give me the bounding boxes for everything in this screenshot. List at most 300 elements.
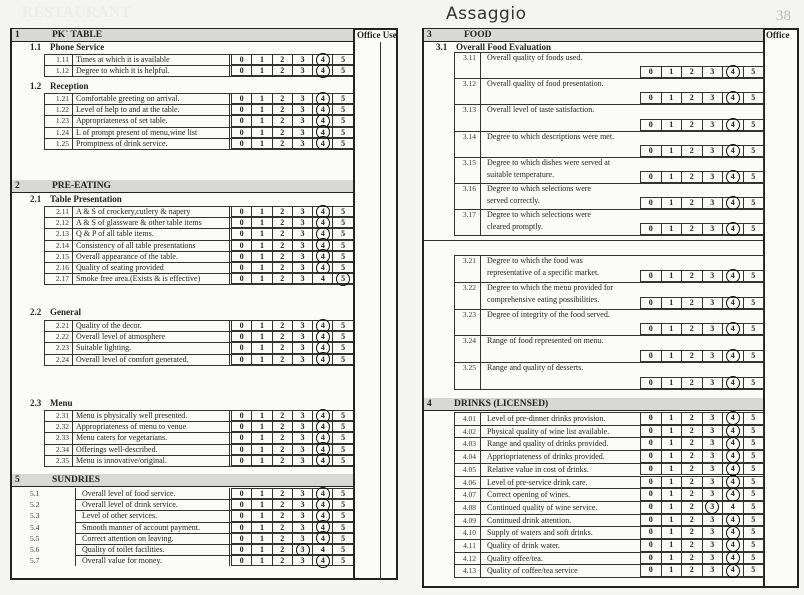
rating-option[interactable]: 5 [332, 138, 352, 149]
rating-option[interactable]: 1 [251, 127, 271, 138]
rating-option[interactable]: 2 [681, 377, 702, 389]
rating-option[interactable]: 0 [231, 138, 251, 149]
rating-option[interactable]: 1 [251, 533, 271, 544]
rating-option[interactable]: 5 [332, 93, 352, 104]
rating-option[interactable]: 0 [231, 127, 251, 138]
rating-option[interactable]: 2 [681, 119, 702, 131]
rating-option[interactable]: 1 [251, 217, 271, 228]
rating-option[interactable]: 0 [231, 262, 251, 273]
rating-option[interactable]: 1 [661, 514, 682, 527]
rating-option[interactable]: 3 [292, 127, 312, 138]
rating-option-selected[interactable]: 4 [312, 206, 332, 217]
rating-option[interactable]: 1 [661, 223, 682, 235]
rating-option[interactable]: 5 [332, 228, 352, 239]
rating-option[interactable]: 2 [681, 488, 702, 501]
rating-option[interactable]: 5 [743, 425, 764, 438]
rating-option[interactable]: 0 [231, 65, 251, 76]
rating-option[interactable]: 2 [272, 331, 292, 342]
rating-option[interactable]: 5 [332, 421, 352, 432]
rating-option[interactable]: 2 [272, 544, 292, 555]
rating-option[interactable]: 0 [231, 510, 251, 521]
rating-option[interactable]: 5 [743, 323, 764, 335]
rating-option[interactable]: 1 [251, 522, 271, 533]
rating-option[interactable]: 0 [640, 350, 661, 362]
rating-option[interactable]: 0 [231, 217, 251, 228]
rating-option-selected[interactable]: 4 [312, 262, 332, 273]
rating-option[interactable]: 3 [292, 533, 312, 544]
rating-option[interactable]: 3 [292, 115, 312, 126]
rating-option[interactable]: 5 [743, 526, 764, 539]
rating-option[interactable]: 3 [292, 262, 312, 273]
rating-option[interactable]: 1 [251, 206, 271, 217]
rating-option[interactable]: 1 [661, 297, 682, 309]
rating-option[interactable]: 0 [640, 425, 661, 438]
rating-option[interactable]: 3 [292, 555, 312, 566]
rating-option[interactable]: 3 [292, 206, 312, 217]
rating-option[interactable]: 5 [332, 320, 352, 331]
rating-option-selected[interactable]: 4 [312, 115, 332, 126]
rating-option[interactable]: 5 [743, 270, 764, 282]
rating-option[interactable]: 1 [661, 270, 682, 282]
rating-option-selected[interactable]: 4 [312, 455, 332, 466]
rating-option[interactable]: 1 [251, 499, 271, 510]
rating-option-selected[interactable]: 4 [312, 228, 332, 239]
rating-option[interactable]: 3 [702, 119, 723, 131]
rating-option[interactable]: 0 [640, 297, 661, 309]
rating-option[interactable]: 3 [702, 297, 723, 309]
rating-option[interactable]: 3 [292, 104, 312, 115]
rating-option[interactable]: 3 [292, 217, 312, 228]
rating-option[interactable]: 5 [743, 412, 764, 425]
rating-option[interactable]: 5 [332, 488, 352, 499]
rating-option-selected[interactable]: 4 [722, 564, 743, 577]
rating-option[interactable]: 1 [661, 171, 682, 183]
rating-option[interactable]: 3 [292, 499, 312, 510]
rating-option[interactable]: 5 [332, 410, 352, 421]
rating-option[interactable]: 5 [332, 206, 352, 217]
rating-option[interactable]: 2 [272, 206, 292, 217]
rating-option[interactable]: 2 [681, 223, 702, 235]
rating-option-selected[interactable]: 4 [722, 450, 743, 463]
rating-option[interactable]: 0 [231, 455, 251, 466]
rating-option[interactable]: 0 [231, 228, 251, 239]
rating-option[interactable]: 0 [231, 444, 251, 455]
rating-option[interactable]: 3 [702, 526, 723, 539]
rating-option[interactable]: 2 [272, 499, 292, 510]
rating-option[interactable]: 2 [272, 138, 292, 149]
rating-option[interactable]: 3 [702, 412, 723, 425]
rating-option[interactable]: 5 [743, 223, 764, 235]
rating-option[interactable]: 3 [292, 54, 312, 65]
rating-option[interactable]: 5 [743, 66, 764, 78]
rating-option[interactable]: 3 [702, 270, 723, 282]
rating-option-selected[interactable]: 4 [312, 127, 332, 138]
rating-option[interactable]: 5 [332, 54, 352, 65]
rating-option[interactable]: 3 [292, 65, 312, 76]
rating-option[interactable]: 5 [743, 564, 764, 577]
rating-option[interactable]: 5 [743, 119, 764, 131]
rating-option[interactable]: 3 [702, 539, 723, 552]
rating-option[interactable]: 5 [332, 104, 352, 115]
rating-option[interactable]: 2 [681, 539, 702, 552]
rating-option[interactable]: 2 [681, 526, 702, 539]
rating-option[interactable]: 3 [292, 488, 312, 499]
rating-option[interactable]: 2 [272, 522, 292, 533]
rating-option[interactable]: 1 [251, 455, 271, 466]
rating-option[interactable]: 2 [272, 533, 292, 544]
rating-option-selected[interactable]: 4 [722, 145, 743, 157]
rating-option[interactable]: 2 [681, 350, 702, 362]
rating-option[interactable]: 0 [640, 197, 661, 209]
rating-option-selected[interactable]: 4 [722, 223, 743, 235]
rating-option-selected[interactable]: 4 [722, 197, 743, 209]
rating-option[interactable]: 0 [231, 93, 251, 104]
rating-option[interactable]: 5 [332, 432, 352, 443]
rating-option[interactable]: 0 [640, 463, 661, 476]
rating-option[interactable]: 5 [332, 533, 352, 544]
rating-option[interactable]: 1 [661, 425, 682, 438]
rating-option[interactable]: 2 [681, 197, 702, 209]
rating-option[interactable]: 5 [332, 217, 352, 228]
rating-option[interactable]: 5 [743, 450, 764, 463]
rating-option[interactable]: 5 [743, 463, 764, 476]
rating-option[interactable]: 3 [292, 354, 312, 365]
rating-option-selected[interactable]: 4 [722, 66, 743, 78]
rating-option[interactable]: 5 [332, 499, 352, 510]
rating-option[interactable]: 2 [272, 410, 292, 421]
rating-option[interactable]: 5 [332, 522, 352, 533]
rating-option[interactable]: 0 [231, 331, 251, 342]
rating-option-selected[interactable]: 4 [312, 65, 332, 76]
rating-option[interactable]: 2 [272, 240, 292, 251]
rating-option[interactable]: 0 [640, 552, 661, 565]
rating-option-selected[interactable]: 4 [312, 342, 332, 353]
rating-option[interactable]: 0 [231, 240, 251, 251]
rating-option[interactable]: 1 [251, 555, 271, 566]
rating-option[interactable]: 1 [251, 273, 271, 284]
rating-option[interactable]: 2 [681, 270, 702, 282]
rating-option[interactable]: 1 [251, 251, 271, 262]
rating-option[interactable]: 1 [661, 476, 682, 489]
rating-option-selected[interactable]: 4 [312, 354, 332, 365]
rating-option[interactable]: 1 [251, 432, 271, 443]
rating-option[interactable]: 2 [681, 552, 702, 565]
rating-option[interactable]: 3 [292, 455, 312, 466]
rating-option[interactable]: 0 [640, 92, 661, 104]
rating-option[interactable]: 5 [332, 240, 352, 251]
rating-option-selected[interactable]: 4 [722, 92, 743, 104]
rating-option[interactable]: 5 [332, 544, 352, 555]
rating-option[interactable]: 5 [743, 297, 764, 309]
rating-option[interactable]: 3 [292, 251, 312, 262]
rating-option-selected[interactable]: 5 [332, 273, 352, 284]
rating-option[interactable]: 1 [251, 240, 271, 251]
rating-option[interactable]: 3 [292, 331, 312, 342]
rating-option[interactable]: 1 [251, 115, 271, 126]
rating-option-selected[interactable]: 4 [312, 410, 332, 421]
rating-option[interactable]: 3 [702, 437, 723, 450]
rating-option[interactable]: 2 [272, 354, 292, 365]
rating-option[interactable]: 2 [272, 228, 292, 239]
rating-option[interactable]: 1 [661, 323, 682, 335]
rating-option[interactable]: 2 [272, 555, 292, 566]
rating-option-selected[interactable]: 4 [722, 463, 743, 476]
rating-option[interactable]: 5 [743, 488, 764, 501]
rating-option[interactable]: 1 [661, 539, 682, 552]
rating-option[interactable]: 4 [722, 501, 743, 514]
rating-option[interactable]: 1 [661, 463, 682, 476]
rating-option[interactable]: 3 [702, 197, 723, 209]
rating-option[interactable]: 0 [231, 54, 251, 65]
rating-option[interactable]: 0 [640, 223, 661, 235]
rating-option[interactable]: 0 [231, 206, 251, 217]
rating-option[interactable]: 3 [292, 522, 312, 533]
rating-option-selected[interactable]: 4 [312, 444, 332, 455]
rating-option[interactable]: 5 [332, 342, 352, 353]
rating-option[interactable]: 2 [681, 476, 702, 489]
rating-option[interactable]: 5 [743, 377, 764, 389]
rating-option[interactable]: 0 [640, 476, 661, 489]
rating-option-selected[interactable]: 4 [312, 320, 332, 331]
rating-option[interactable]: 1 [661, 412, 682, 425]
rating-option[interactable]: 3 [702, 450, 723, 463]
rating-option[interactable]: 5 [743, 476, 764, 489]
rating-option[interactable]: 1 [661, 145, 682, 157]
rating-option[interactable]: 2 [272, 93, 292, 104]
rating-option-selected[interactable]: 4 [722, 514, 743, 527]
rating-option[interactable]: 2 [272, 510, 292, 521]
rating-option-selected[interactable]: 3 [292, 544, 312, 555]
rating-option[interactable]: 2 [272, 217, 292, 228]
rating-option[interactable]: 0 [231, 432, 251, 443]
rating-option-selected[interactable]: 4 [722, 476, 743, 489]
rating-option[interactable]: 0 [640, 66, 661, 78]
rating-option[interactable]: 1 [251, 320, 271, 331]
rating-option[interactable]: 0 [640, 171, 661, 183]
rating-option[interactable]: 5 [743, 539, 764, 552]
rating-option[interactable]: 3 [292, 342, 312, 353]
rating-option[interactable]: 3 [702, 323, 723, 335]
rating-option[interactable]: 3 [702, 350, 723, 362]
rating-option-selected[interactable]: 4 [312, 488, 332, 499]
rating-option[interactable]: 1 [251, 104, 271, 115]
rating-option[interactable]: 0 [231, 115, 251, 126]
rating-option-selected[interactable]: 4 [312, 331, 332, 342]
rating-option[interactable]: 1 [661, 119, 682, 131]
rating-option[interactable]: 2 [272, 444, 292, 455]
rating-option[interactable]: 5 [743, 501, 764, 514]
rating-option[interactable]: 3 [292, 138, 312, 149]
rating-option[interactable]: 0 [231, 488, 251, 499]
rating-option[interactable]: 0 [231, 410, 251, 421]
rating-option[interactable]: 4 [312, 273, 332, 284]
rating-option[interactable]: 2 [681, 297, 702, 309]
rating-option[interactable]: 5 [332, 354, 352, 365]
rating-option[interactable]: 1 [661, 450, 682, 463]
rating-option[interactable]: 1 [661, 350, 682, 362]
rating-option[interactable]: 3 [292, 93, 312, 104]
rating-option[interactable]: 0 [231, 251, 251, 262]
rating-option[interactable]: 2 [272, 320, 292, 331]
rating-option-selected[interactable]: 4 [722, 377, 743, 389]
rating-option[interactable]: 1 [661, 501, 682, 514]
rating-option-selected[interactable]: 4 [722, 119, 743, 131]
rating-option[interactable]: 5 [332, 115, 352, 126]
rating-option[interactable]: 2 [681, 323, 702, 335]
rating-option[interactable]: 1 [661, 197, 682, 209]
rating-option[interactable]: 0 [640, 119, 661, 131]
rating-option[interactable]: 1 [661, 377, 682, 389]
rating-option[interactable]: 5 [332, 251, 352, 262]
rating-option[interactable]: 2 [681, 437, 702, 450]
rating-option[interactable]: 3 [292, 510, 312, 521]
rating-option[interactable]: 3 [292, 320, 312, 331]
rating-option[interactable]: 2 [681, 66, 702, 78]
rating-option-selected[interactable]: 4 [722, 539, 743, 552]
rating-option[interactable]: 3 [702, 92, 723, 104]
rating-option[interactable]: 5 [743, 145, 764, 157]
rating-option[interactable]: 3 [702, 488, 723, 501]
rating-option[interactable]: 2 [272, 115, 292, 126]
rating-option[interactable]: 5 [743, 514, 764, 527]
rating-option-selected[interactable]: 4 [722, 526, 743, 539]
rating-option[interactable]: 3 [292, 432, 312, 443]
rating-option[interactable]: 3 [702, 463, 723, 476]
rating-option[interactable]: 2 [272, 488, 292, 499]
rating-option[interactable]: 1 [251, 421, 271, 432]
rating-option[interactable]: 3 [702, 145, 723, 157]
rating-option-selected[interactable]: 4 [722, 270, 743, 282]
rating-option[interactable]: 3 [702, 514, 723, 527]
rating-option[interactable]: 0 [640, 437, 661, 450]
rating-option-selected[interactable]: 4 [312, 421, 332, 432]
rating-option[interactable]: 2 [272, 421, 292, 432]
rating-option-selected[interactable]: 4 [312, 54, 332, 65]
rating-option-selected[interactable]: 4 [312, 522, 332, 533]
rating-option[interactable]: 5 [743, 92, 764, 104]
rating-option-selected[interactable]: 4 [312, 138, 332, 149]
rating-option[interactable]: 0 [231, 273, 251, 284]
rating-option[interactable]: 0 [640, 501, 661, 514]
rating-option-selected[interactable]: 4 [312, 251, 332, 262]
rating-option-selected[interactable]: 4 [722, 350, 743, 362]
rating-option[interactable]: 0 [640, 539, 661, 552]
rating-option[interactable]: 5 [332, 127, 352, 138]
rating-option[interactable]: 3 [292, 444, 312, 455]
rating-option[interactable]: 1 [251, 54, 271, 65]
rating-option[interactable]: 0 [640, 377, 661, 389]
rating-option[interactable]: 2 [272, 251, 292, 262]
rating-option[interactable]: 0 [231, 421, 251, 432]
rating-option[interactable]: 3 [702, 552, 723, 565]
rating-option-selected[interactable]: 4 [312, 510, 332, 521]
rating-option[interactable]: 1 [661, 564, 682, 577]
rating-option[interactable]: 0 [231, 354, 251, 365]
rating-option[interactable]: 2 [272, 455, 292, 466]
rating-option[interactable]: 0 [640, 564, 661, 577]
rating-option[interactable]: 0 [640, 526, 661, 539]
rating-option[interactable]: 2 [272, 262, 292, 273]
rating-option[interactable]: 0 [231, 533, 251, 544]
rating-option[interactable]: 3 [292, 421, 312, 432]
rating-option[interactable]: 5 [332, 510, 352, 521]
rating-option[interactable]: 5 [332, 455, 352, 466]
rating-option[interactable]: 5 [332, 262, 352, 273]
rating-option[interactable]: 1 [251, 93, 271, 104]
rating-option[interactable]: 3 [292, 228, 312, 239]
rating-option[interactable]: 5 [332, 555, 352, 566]
rating-option[interactable]: 0 [231, 342, 251, 353]
rating-option[interactable]: 1 [251, 331, 271, 342]
rating-option[interactable]: 0 [640, 145, 661, 157]
rating-option[interactable]: 1 [661, 92, 682, 104]
rating-option[interactable]: 1 [661, 488, 682, 501]
rating-option-selected[interactable]: 4 [312, 533, 332, 544]
rating-option[interactable]: 2 [681, 92, 702, 104]
rating-option[interactable]: 3 [702, 425, 723, 438]
rating-option[interactable]: 1 [251, 444, 271, 455]
rating-option[interactable]: 1 [661, 526, 682, 539]
rating-option-selected[interactable]: 4 [722, 425, 743, 438]
rating-option[interactable]: 0 [231, 499, 251, 510]
rating-option[interactable]: 1 [251, 410, 271, 421]
rating-option[interactable]: 3 [702, 171, 723, 183]
rating-option[interactable]: 2 [681, 171, 702, 183]
rating-option[interactable]: 2 [681, 463, 702, 476]
rating-option[interactable]: 2 [681, 501, 702, 514]
rating-option[interactable]: 1 [661, 66, 682, 78]
rating-option[interactable]: 2 [272, 342, 292, 353]
rating-option[interactable]: 2 [681, 145, 702, 157]
rating-option[interactable]: 0 [231, 522, 251, 533]
rating-option[interactable]: 4 [312, 544, 332, 555]
rating-option[interactable]: 0 [640, 412, 661, 425]
rating-option-selected[interactable]: 4 [722, 552, 743, 565]
rating-option[interactable]: 0 [231, 544, 251, 555]
rating-option[interactable]: 5 [332, 444, 352, 455]
rating-option[interactable]: 3 [702, 223, 723, 235]
rating-option[interactable]: 1 [251, 488, 271, 499]
rating-option[interactable]: 3 [702, 564, 723, 577]
rating-option-selected[interactable]: 4 [722, 437, 743, 450]
rating-option-selected[interactable]: 4 [312, 93, 332, 104]
rating-option[interactable]: 0 [640, 323, 661, 335]
rating-option[interactable]: 3 [702, 377, 723, 389]
rating-option[interactable]: 0 [231, 320, 251, 331]
rating-option[interactable]: 2 [681, 412, 702, 425]
rating-option[interactable]: 2 [681, 514, 702, 527]
rating-option-selected[interactable]: 4 [312, 499, 332, 510]
rating-option[interactable]: 1 [251, 342, 271, 353]
rating-option[interactable]: 5 [743, 197, 764, 209]
rating-option-selected[interactable]: 4 [722, 323, 743, 335]
rating-option[interactable]: 3 [292, 273, 312, 284]
rating-option-selected[interactable]: 4 [312, 104, 332, 115]
rating-option-selected[interactable]: 4 [722, 412, 743, 425]
rating-option[interactable]: 2 [272, 65, 292, 76]
rating-option-selected[interactable]: 4 [312, 217, 332, 228]
rating-option[interactable]: 0 [640, 514, 661, 527]
rating-option[interactable]: 2 [681, 425, 702, 438]
rating-option[interactable]: 3 [702, 66, 723, 78]
rating-option[interactable]: 3 [702, 476, 723, 489]
rating-option[interactable]: 0 [640, 450, 661, 463]
rating-option[interactable]: 2 [681, 450, 702, 463]
rating-option[interactable]: 2 [272, 54, 292, 65]
rating-option[interactable]: 2 [272, 127, 292, 138]
rating-option[interactable]: 3 [292, 240, 312, 251]
rating-option-selected[interactable]: 4 [722, 488, 743, 501]
